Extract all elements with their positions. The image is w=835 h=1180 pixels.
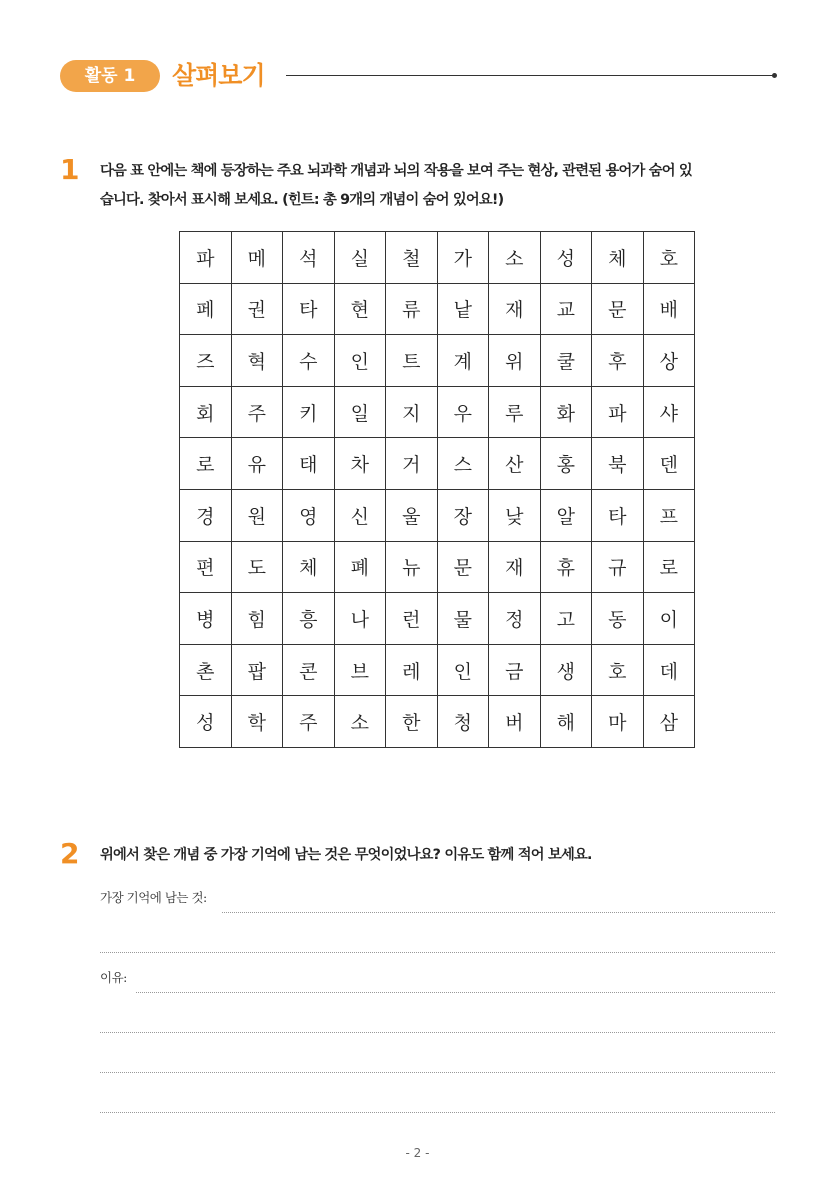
grid-cell[interactable]: 힘 [231,593,283,645]
grid-cell[interactable]: 쿨 [540,335,592,387]
grid-cell[interactable]: 원 [231,489,283,541]
grid-cell[interactable]: 석 [283,232,335,284]
grid-cell[interactable]: 촌 [180,644,232,696]
grid-cell[interactable]: 주 [231,386,283,438]
grid-cell[interactable]: 거 [386,438,438,490]
grid-cell[interactable]: 혁 [231,335,283,387]
grid-cell[interactable]: 런 [386,593,438,645]
activity-badge: 활동 1 [60,60,160,92]
grid-row [180,335,695,387]
grid-cell[interactable]: 브 [334,644,386,696]
grid-cell[interactable]: 동 [592,593,644,645]
grid-cell[interactable]: 청 [437,696,489,748]
grid-cell[interactable]: 콘 [283,644,335,696]
grid-cell[interactable]: 레 [386,644,438,696]
grid-cell[interactable]: 체 [283,541,335,593]
grid-cell[interactable]: 성 [180,696,232,748]
grid-cell[interactable]: 실 [334,232,386,284]
page-number: - 2 - [405,1146,430,1160]
grid-cell[interactable]: 이 [643,593,695,645]
grid-cell[interactable]: 호 [643,232,695,284]
grid-cell[interactable]: 태 [283,438,335,490]
grid-cell[interactable]: 정 [489,593,541,645]
grid-cell[interactable]: 알 [540,489,592,541]
grid-cell[interactable]: 한 [386,696,438,748]
grid-cell[interactable]: 생 [540,644,592,696]
grid-cell[interactable]: 규 [592,541,644,593]
activity-header [60,58,776,94]
grid-cell[interactable]: 주 [283,696,335,748]
grid-row [180,541,695,593]
memorable-concept-answer-line[interactable] [222,912,775,913]
grid-cell[interactable]: 메 [231,232,283,284]
grid-cell[interactable]: 지 [386,386,438,438]
grid-cell[interactable]: 폐 [334,541,386,593]
reason-answer-line-4[interactable] [100,1112,775,1113]
grid-cell[interactable]: 소 [334,696,386,748]
grid-row [180,644,695,696]
grid-cell[interactable]: 재 [489,541,541,593]
grid-cell[interactable]: 낱 [437,283,489,335]
grid-cell[interactable]: 병 [180,593,232,645]
grid-cell[interactable]: 후 [592,335,644,387]
grid-cell[interactable]: 회 [180,386,232,438]
grid-cell[interactable]: 홍 [540,438,592,490]
grid-cell[interactable]: 프 [643,489,695,541]
grid-cell[interactable]: 화 [540,386,592,438]
question-1-number: 1 [60,153,80,186]
word-search-grid [179,231,695,748]
grid-cell[interactable]: 수 [283,335,335,387]
grid-cell[interactable]: 샤 [643,386,695,438]
grid-cell[interactable]: 영 [283,489,335,541]
grid-cell[interactable]: 가 [437,232,489,284]
grid-cell[interactable]: 계 [437,335,489,387]
grid-cell[interactable]: 파 [180,232,232,284]
grid-cell[interactable]: 파 [592,386,644,438]
grid-cell[interactable]: 해 [540,696,592,748]
grid-cell[interactable]: 산 [489,438,541,490]
memorable-concept-label: 가장 기억에 남는 것: [100,890,207,905]
grid-cell[interactable]: 도 [231,541,283,593]
grid-cell[interactable]: 학 [231,696,283,748]
grid-cell[interactable]: 뉴 [386,541,438,593]
grid-row [180,232,695,284]
grid-cell[interactable]: 트 [386,335,438,387]
grid-cell[interactable]: 금 [489,644,541,696]
grid-cell[interactable]: 버 [489,696,541,748]
question-2-text: 위에서 찾은 개념 중 가장 기억에 남는 것은 무엇이었나요? 이유도 함께 적어 보세요. [100,847,592,863]
reason-answer-line-2[interactable] [100,1032,775,1033]
grid-cell[interactable]: 문 [592,283,644,335]
grid-cell[interactable]: 우 [437,386,489,438]
grid-cell[interactable]: 유 [231,438,283,490]
header-rule-dot [772,73,777,78]
memorable-concept-answer-line-2[interactable] [100,952,775,953]
grid-cell[interactable]: 낮 [489,489,541,541]
question-1-text [100,157,780,215]
grid-cell[interactable]: 마 [592,696,644,748]
question-1-line-2: 습니다. 찾아서 표시해 보세요. (힌트: 총 9개의 개념이 숨어 있어요!) [100,192,504,208]
grid-cell[interactable]: 성 [540,232,592,284]
reason-label: 이유: [100,970,127,985]
grid-cell[interactable]: 장 [437,489,489,541]
grid-cell[interactable]: 인 [334,335,386,387]
grid-cell[interactable]: 페 [180,283,232,335]
grid-cell[interactable]: 류 [386,283,438,335]
grid-cell[interactable]: 덴 [643,438,695,490]
grid-cell[interactable]: 북 [592,438,644,490]
grid-cell[interactable]: 나 [334,593,386,645]
grid-cell[interactable]: 일 [334,386,386,438]
grid-cell[interactable]: 키 [283,386,335,438]
activity-title: 살펴보기 [172,61,265,90]
grid-cell[interactable]: 차 [334,438,386,490]
grid-cell[interactable]: 체 [592,232,644,284]
grid-cell[interactable]: 스 [437,438,489,490]
grid-cell[interactable]: 재 [489,283,541,335]
grid-cell[interactable]: 배 [643,283,695,335]
grid-cell[interactable]: 문 [437,541,489,593]
grid-cell[interactable]: 물 [437,593,489,645]
reason-answer-line-1[interactable] [136,992,775,993]
grid-cell[interactable]: 데 [643,644,695,696]
grid-cell[interactable]: 즈 [180,335,232,387]
grid-cell[interactable]: 로 [180,438,232,490]
grid-cell[interactable]: 호 [592,644,644,696]
grid-cell[interactable]: 위 [489,335,541,387]
grid-cell[interactable]: 흥 [283,593,335,645]
grid-cell[interactable]: 교 [540,283,592,335]
grid-cell[interactable]: 휴 [540,541,592,593]
grid-cell[interactable]: 고 [540,593,592,645]
grid-row [180,593,695,645]
grid-row [180,283,695,335]
question-2-number: 2 [60,837,80,870]
grid-row [180,386,695,438]
grid-cell[interactable]: 인 [437,644,489,696]
grid-cell[interactable]: 상 [643,335,695,387]
question-1-line-1: 다음 표 안에는 책에 등장하는 주요 뇌과학 개념과 뇌의 작용을 보여 주는 현상, 관련된 용어가 숨어 있 [100,163,692,179]
grid-cell[interactable]: 울 [386,489,438,541]
grid-row [180,696,695,748]
grid-cell[interactable]: 권 [231,283,283,335]
grid-cell[interactable]: 팝 [231,644,283,696]
grid-row [180,489,695,541]
grid-cell[interactable]: 타 [283,283,335,335]
grid-cell[interactable]: 현 [334,283,386,335]
grid-cell[interactable]: 로 [643,541,695,593]
grid-cell[interactable]: 경 [180,489,232,541]
grid-cell[interactable]: 철 [386,232,438,284]
grid-cell[interactable]: 삼 [643,696,695,748]
grid-cell[interactable]: 소 [489,232,541,284]
grid-cell[interactable]: 편 [180,541,232,593]
reason-answer-line-3[interactable] [100,1072,775,1073]
grid-cell[interactable]: 루 [489,386,541,438]
grid-cell[interactable]: 타 [592,489,644,541]
header-rule [286,75,774,76]
grid-row [180,438,695,490]
grid-cell[interactable]: 신 [334,489,386,541]
